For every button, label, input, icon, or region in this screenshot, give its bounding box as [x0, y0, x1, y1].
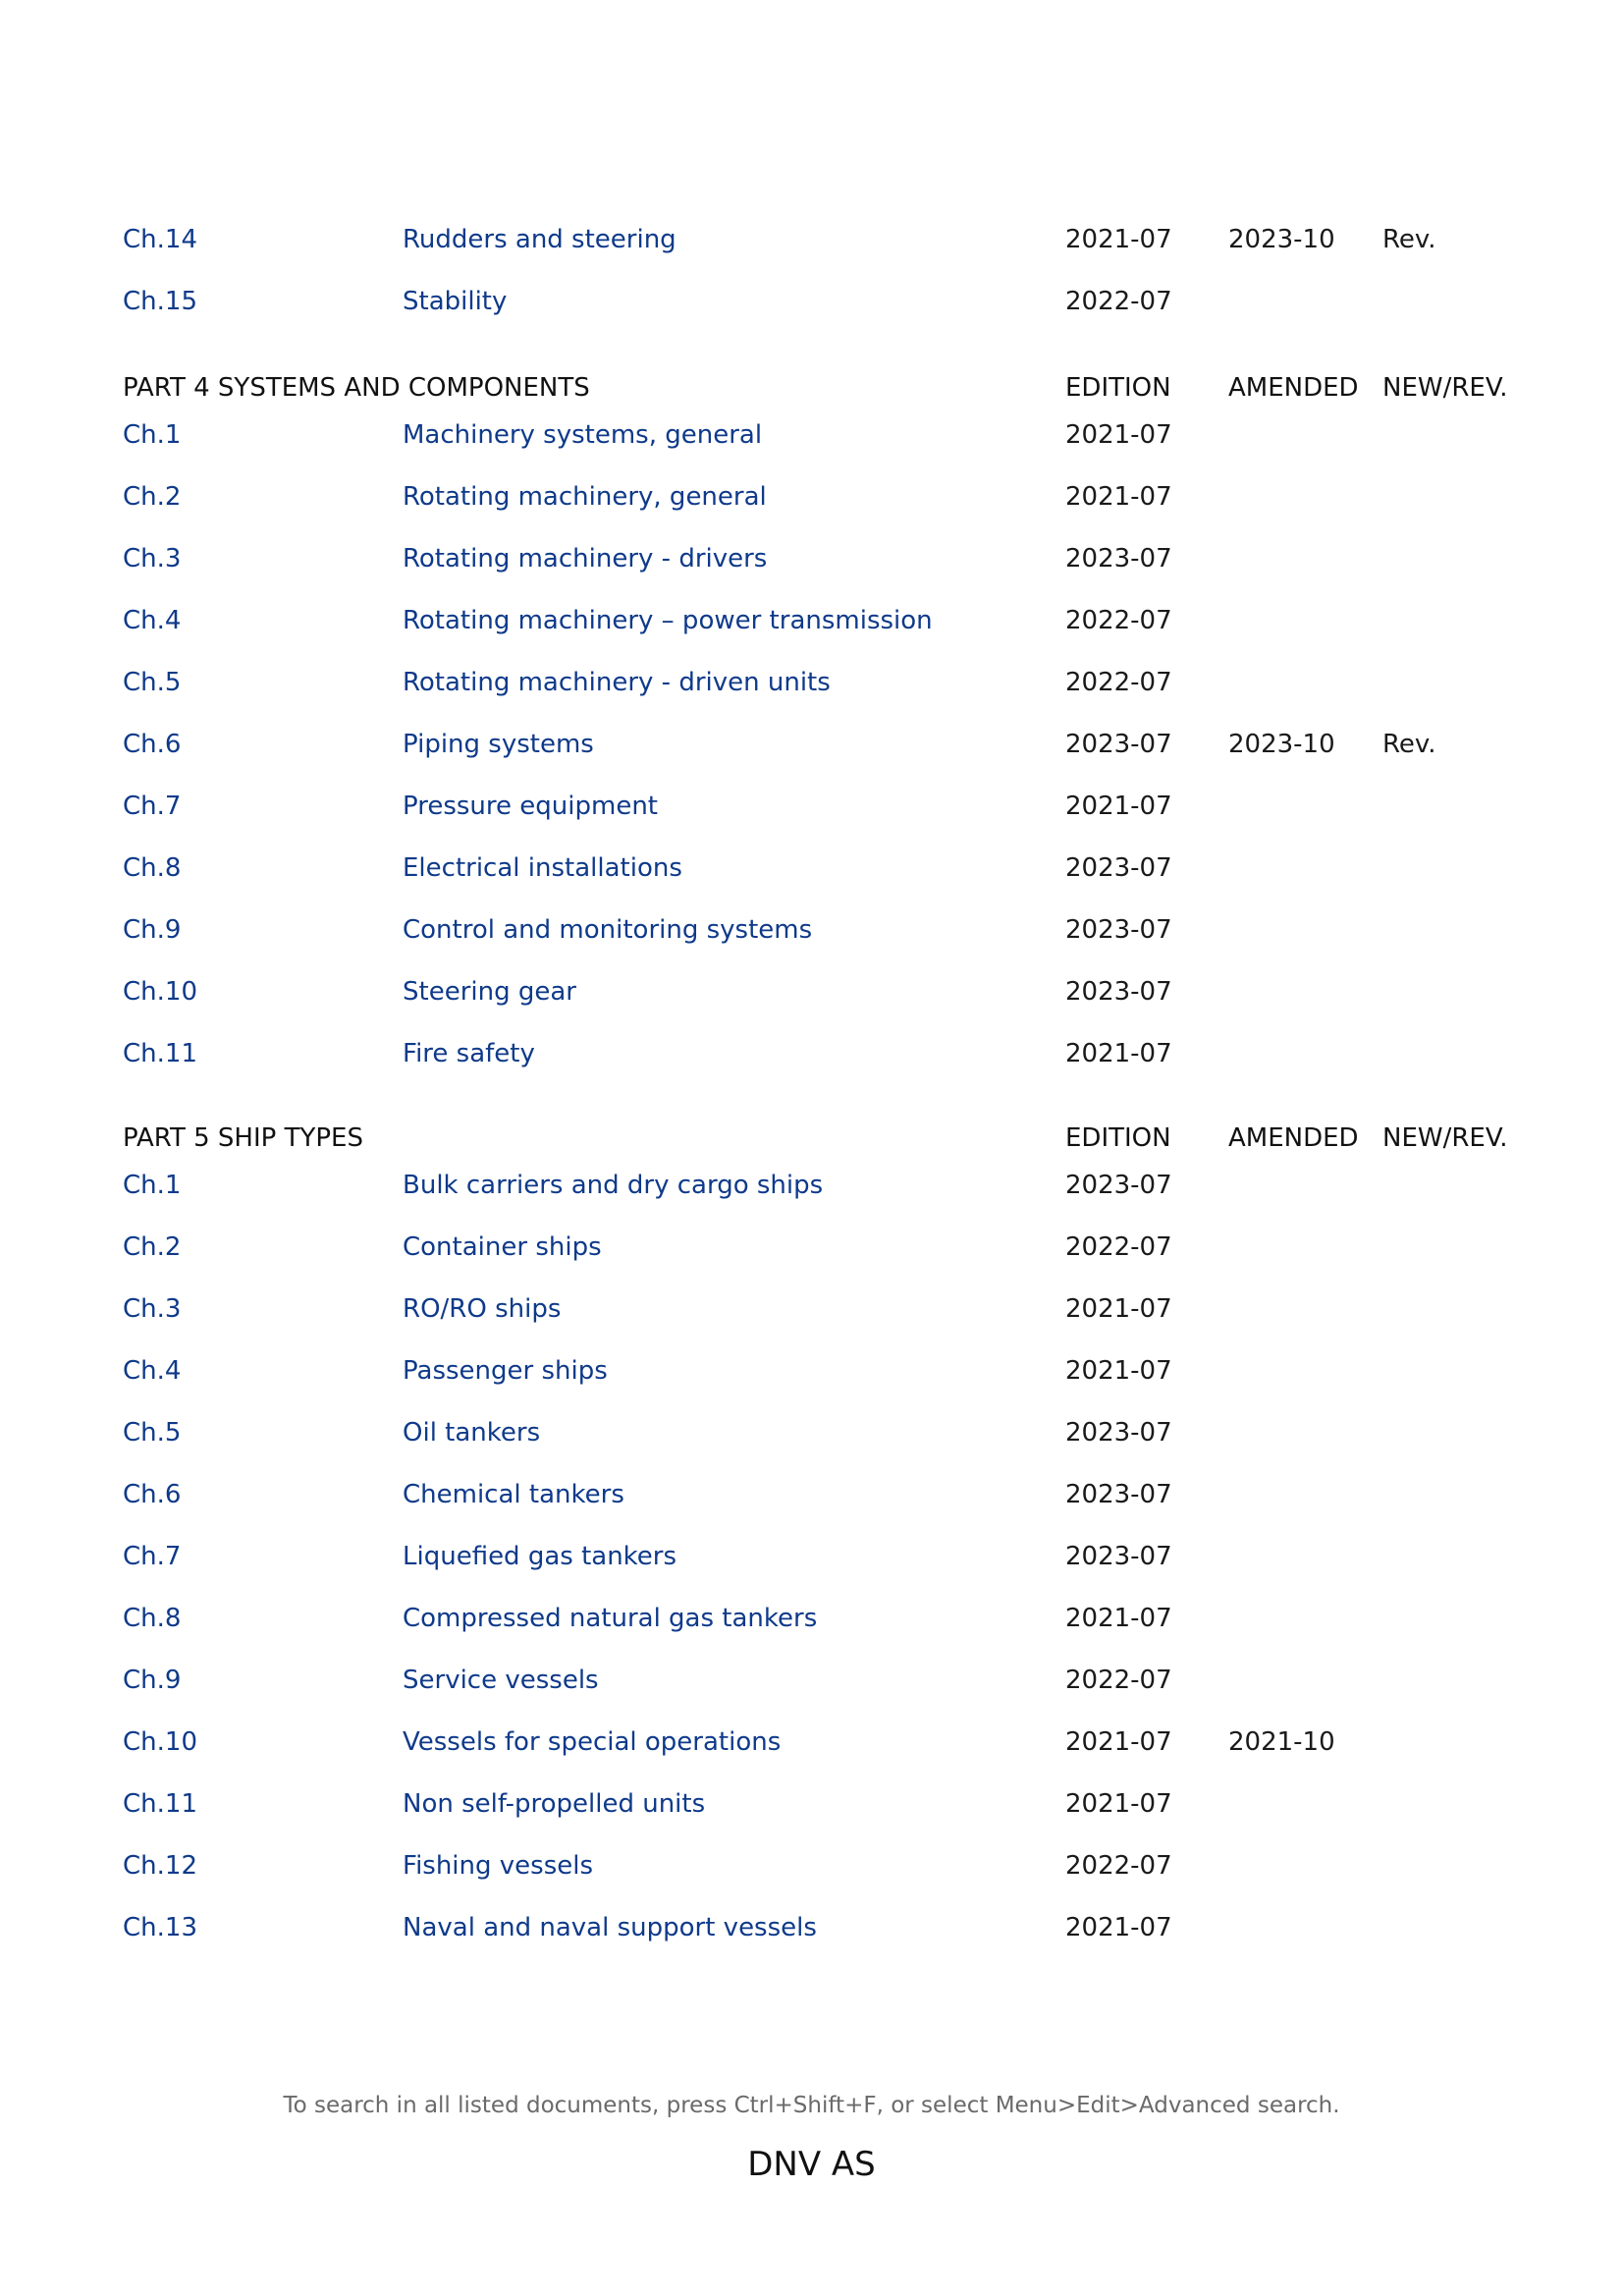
- chapter-number-link[interactable]: Ch.1: [123, 420, 182, 450]
- edition-date: 2021-07: [1065, 1913, 1172, 1942]
- chapter-title-link[interactable]: Piping systems: [403, 730, 594, 759]
- edition-date: 2022-07: [1065, 1851, 1172, 1881]
- edition-column-header: EDITION: [1065, 373, 1171, 403]
- amended-date: 2023-10: [1228, 225, 1335, 254]
- chapter-number-link[interactable]: Ch.2: [123, 482, 182, 512]
- chapter-number-link[interactable]: Ch.4: [123, 1356, 182, 1386]
- edition-date: 2023-07: [1065, 1542, 1172, 1571]
- chapter-title-link[interactable]: Chemical tankers: [403, 1480, 624, 1509]
- section-heading-title: PART 5 SHIP TYPES: [123, 1123, 363, 1153]
- chapter-title-link[interactable]: Service vessels: [403, 1666, 599, 1695]
- chapter-title-link[interactable]: Steering gear: [403, 977, 576, 1007]
- chapter-title-link[interactable]: Container ships: [403, 1232, 602, 1262]
- edition-date: 2023-07: [1065, 915, 1172, 945]
- chapter-number-link[interactable]: Ch.9: [123, 1666, 182, 1695]
- chapter-title-link[interactable]: Machinery systems, general: [403, 420, 763, 450]
- edition-date: 2021-07: [1065, 1294, 1172, 1324]
- amended-date: 2023-10: [1228, 730, 1335, 759]
- chapter-number-link[interactable]: Ch.7: [123, 792, 182, 821]
- edition-column-header: EDITION: [1065, 1123, 1171, 1153]
- section-heading-title: PART 4 SYSTEMS AND COMPONENTS: [123, 373, 590, 403]
- chapter-title-link[interactable]: Rotating machinery, general: [403, 482, 767, 512]
- chapter-title-link[interactable]: Rotating machinery - drivers: [403, 544, 768, 574]
- chapter-title-link[interactable]: Liquefied gas tankers: [403, 1542, 677, 1571]
- new-rev-status: Rev.: [1382, 225, 1436, 254]
- edition-date: 2021-07: [1065, 225, 1172, 254]
- chapter-title-link[interactable]: Passenger ships: [403, 1356, 608, 1386]
- edition-date: 2021-07: [1065, 1356, 1172, 1386]
- chapter-title-link[interactable]: Vessels for special operations: [403, 1727, 782, 1757]
- chapter-number-link[interactable]: Ch.8: [123, 853, 182, 883]
- amended-column-header: AMENDED: [1228, 373, 1359, 403]
- chapter-number-link[interactable]: Ch.4: [123, 606, 182, 635]
- chapter-number-link[interactable]: Ch.10: [123, 1727, 197, 1757]
- chapter-number-link[interactable]: Ch.3: [123, 1294, 182, 1324]
- chapter-title-link[interactable]: Electrical installations: [403, 853, 682, 883]
- chapter-title-link[interactable]: Rotating machinery - driven units: [403, 668, 831, 697]
- search-hint: To search in all listed documents, press Ctrl+Shift+F, or select Menu>Edit>Advanced search.: [283, 2093, 1340, 2118]
- chapter-title-link[interactable]: Naval and naval support vessels: [403, 1913, 817, 1942]
- new-rev-status: Rev.: [1382, 730, 1436, 759]
- chapter-title-link[interactable]: Oil tankers: [403, 1418, 541, 1448]
- edition-date: 2023-07: [1065, 544, 1172, 574]
- edition-date: 2022-07: [1065, 606, 1172, 635]
- edition-date: 2021-07: [1065, 1039, 1172, 1068]
- chapter-number-link[interactable]: Ch.14: [123, 225, 197, 254]
- chapter-number-link[interactable]: Ch.1: [123, 1171, 182, 1200]
- edition-date: 2021-07: [1065, 1604, 1172, 1633]
- edition-date: 2023-07: [1065, 977, 1172, 1007]
- chapter-title-link[interactable]: Rotating machinery – power transmission: [403, 606, 933, 635]
- edition-date: 2022-07: [1065, 1232, 1172, 1262]
- edition-date: 2021-07: [1065, 1727, 1172, 1757]
- amended-column-header: AMENDED: [1228, 1123, 1359, 1153]
- chapter-number-link[interactable]: Ch.5: [123, 668, 182, 697]
- chapter-title-link[interactable]: RO/RO ships: [403, 1294, 562, 1324]
- new-rev-column-header: NEW/REV.: [1382, 1123, 1508, 1153]
- edition-date: 2021-07: [1065, 792, 1172, 821]
- chapter-number-link[interactable]: Ch.10: [123, 977, 197, 1007]
- chapter-number-link[interactable]: Ch.13: [123, 1913, 197, 1942]
- chapter-number-link[interactable]: Ch.5: [123, 1418, 182, 1448]
- organization-name: DNV AS: [747, 2145, 876, 2184]
- edition-date: 2022-07: [1065, 668, 1172, 697]
- chapter-title-link[interactable]: Rudders and steering: [403, 225, 676, 254]
- chapter-number-link[interactable]: Ch.3: [123, 544, 182, 574]
- new-rev-column-header: NEW/REV.: [1382, 373, 1508, 403]
- edition-date: 2023-07: [1065, 730, 1172, 759]
- chapter-number-link[interactable]: Ch.6: [123, 1480, 182, 1509]
- chapter-number-link[interactable]: Ch.12: [123, 1851, 197, 1881]
- chapter-number-link[interactable]: Ch.11: [123, 1039, 197, 1068]
- edition-date: 2021-07: [1065, 1789, 1172, 1819]
- chapter-number-link[interactable]: Ch.11: [123, 1789, 197, 1819]
- edition-date: 2023-07: [1065, 853, 1172, 883]
- chapter-title-link[interactable]: Control and monitoring systems: [403, 915, 813, 945]
- chapter-title-link[interactable]: Stability: [403, 287, 508, 316]
- edition-date: 2021-07: [1065, 420, 1172, 450]
- chapter-number-link[interactable]: Ch.2: [123, 1232, 182, 1262]
- edition-date: 2021-07: [1065, 482, 1172, 512]
- chapter-title-link[interactable]: Fire safety: [403, 1039, 535, 1068]
- chapter-number-link[interactable]: Ch.9: [123, 915, 182, 945]
- chapter-title-link[interactable]: Pressure equipment: [403, 792, 658, 821]
- edition-date: 2023-07: [1065, 1171, 1172, 1200]
- amended-date: 2021-10: [1228, 1727, 1335, 1757]
- edition-date: 2023-07: [1065, 1480, 1172, 1509]
- chapter-title-link[interactable]: Fishing vessels: [403, 1851, 594, 1881]
- chapter-title-link[interactable]: Bulk carriers and dry cargo ships: [403, 1171, 824, 1200]
- chapter-title-link[interactable]: Non self-propelled units: [403, 1789, 706, 1819]
- chapter-title-link[interactable]: Compressed natural gas tankers: [403, 1604, 818, 1633]
- edition-date: 2023-07: [1065, 1418, 1172, 1448]
- chapter-number-link[interactable]: Ch.15: [123, 287, 197, 316]
- edition-date: 2022-07: [1065, 1666, 1172, 1695]
- edition-date: 2022-07: [1065, 287, 1172, 316]
- chapter-number-link[interactable]: Ch.7: [123, 1542, 182, 1571]
- chapter-number-link[interactable]: Ch.8: [123, 1604, 182, 1633]
- chapter-number-link[interactable]: Ch.6: [123, 730, 182, 759]
